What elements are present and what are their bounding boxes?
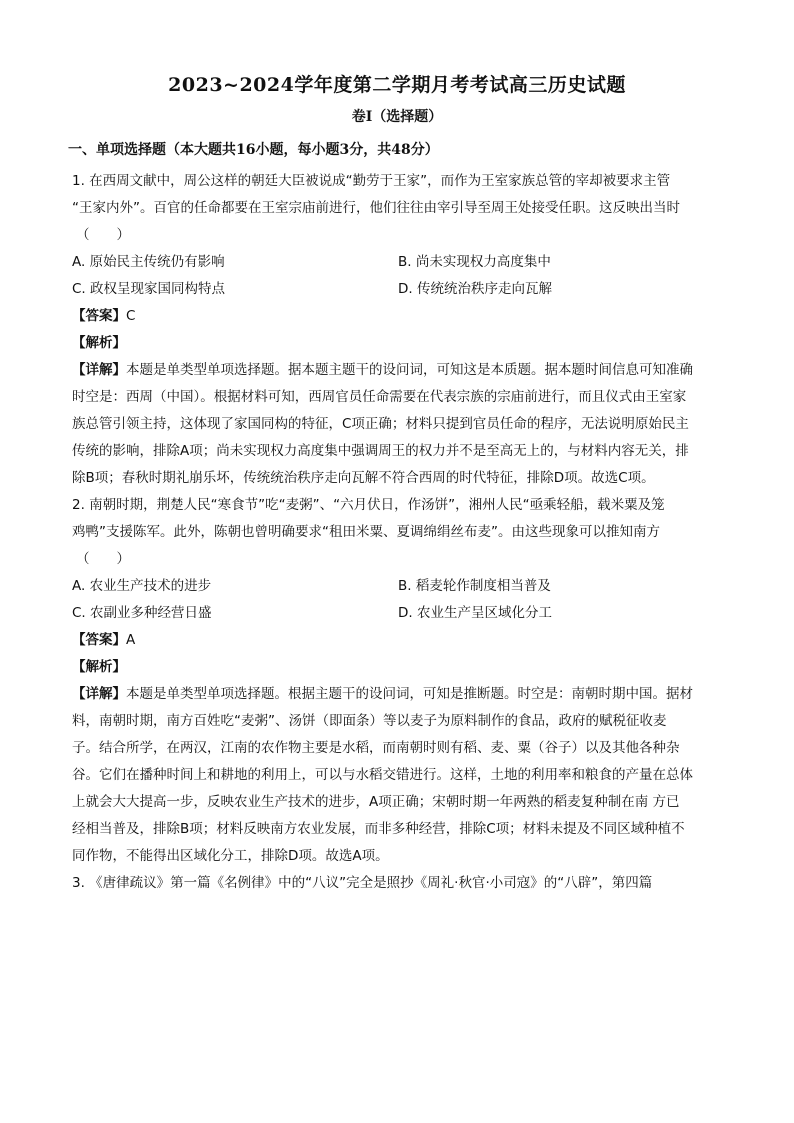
option-a: A. 农业生产技术的进步 [72, 578, 212, 594]
option-b: B. 尚未实现权力高度集中 [398, 254, 551, 270]
detail-line: 除B项；春秋时期礼崩乐坏，传统统治秩序走向瓦解不符合西周的时代特征，排除D项。故选C项。 [72, 470, 655, 486]
detail-line: 传统的影响，排除A项；尚未实现权力高度集中强调周王的权力并不是至高无上的，与材料内容无关，排 [72, 443, 689, 459]
answer-value: A [126, 632, 136, 648]
question-stem-blank: （ ） [76, 227, 130, 243]
detail-line: 时空是：西周（中国）。根据材料可知，西周官员任命需要在代表宗族的宗庙前进行，而且仪式由王室家 [72, 389, 687, 405]
exam-title: 2023~2024学年度第二学期月考考试高三历史试题 [168, 74, 626, 96]
question-stem-line: “王家内外”。百官的任命都要在王室宗庙前进行，他们往往由宰引导至周王处接受任职。这反映出当时 [72, 200, 680, 216]
option-c: C. 农副业多种经营日盛 [72, 605, 212, 621]
detail-line: 上就会大大提高一步，反映农业生产技术的进步，A项正确；宋朝时期一年两熟的稻麦复种制在南 方已 [72, 794, 680, 810]
option-d: D. 传统统治秩序走向瓦解 [398, 281, 552, 297]
detail-text: 本题是单类型单项选择题。根据主题干的设问词，可知是推断题。时空是：南朝时期中国。据材 [126, 686, 693, 702]
volume-subtitle: 卷Ⅰ（选择题） [351, 109, 443, 125]
question-stem-line: 鸡鸭”支援陈军。此外，陈朝也曾明确要求“租田米粟、夏调绵绢丝布麦”。由这些现象可以推知南方 [72, 524, 660, 540]
detail-line [72, 681, 724, 708]
answer-tag: 【答案】 [72, 632, 126, 648]
answer-line [72, 303, 724, 330]
answer-value: C [126, 308, 136, 324]
question-stem-line: 3. 《唐律疏议》第一篇《名例律》中的“八议”完全是照抄《周礼·秋官·小司寇》的“八辟”，第四篇 [72, 875, 653, 891]
question-3 [72, 870, 724, 897]
answer-line [72, 627, 724, 654]
option-c: C. 政权呈现家国同构特点 [72, 281, 226, 297]
section-heading: 一、单项选择题（本大题共16小题，每小题3分，共48分） [68, 142, 439, 158]
analysis-tag: 【解析】 [72, 335, 126, 351]
option-row [72, 600, 724, 627]
option-row [72, 573, 724, 600]
detail-line: 经相当普及，排除B项；材料反映南方农业发展，而非多种经营，排除C项；材料未提及不同区域种植不 [72, 821, 685, 837]
answer-tag: 【答案】 [72, 308, 126, 324]
question-1 [72, 168, 724, 492]
detail-line: 同作物，不能得出区域化分工，排除D项。故选A项。 [72, 848, 389, 864]
detail-line: 子。结合所学，在两汉，江南的农作物主要是水稻，而南朝时则有稻、麦、粟（谷子）以及其他各种杂 [72, 740, 680, 756]
option-b: B. 稻麦轮作制度相当普及 [398, 578, 551, 594]
detail-line: 族总管引领主持，这体现了家国同构的特征，C项正确；材料只提到官员任命的程序，无法说明原始民主 [72, 416, 689, 432]
question-stem-line: 2. 南朝时期，荆楚人民“寒食节”吃“麦粥”、“六月伏日，作汤饼”，湘州人民“亟乘轻船，载米粟及笼 [72, 497, 665, 513]
question-stem-line: 1. 在西周文献中，周公这样的朝廷大臣被说成“勤劳于王家”，而作为王室家族总管的宰却被要求主管 [72, 173, 671, 189]
detail-text: 本题是单类型单项选择题。据本题主题干的设问词，可知这是本质题。据本题时间信息可知准确 [126, 362, 693, 378]
detail-line: 料，南朝时期，南方百姓吃“麦粥”、汤饼（即面条）等以麦子为原料制作的食品，政府的赋税征收麦 [72, 713, 667, 729]
question-2 [72, 492, 724, 870]
analysis-tag: 【解析】 [72, 659, 126, 675]
option-d: D. 农业生产呈区域化分工 [398, 605, 552, 621]
question-stem-blank: （ ） [76, 551, 130, 567]
detail-line [72, 357, 724, 384]
detail-tag: 【详解】 [72, 686, 126, 702]
option-row [72, 249, 724, 276]
detail-tag: 【详解】 [72, 362, 126, 378]
detail-line: 谷。它们在播种时间上和耕地的利用上，可以与水稻交错进行。这样，土地的利用率和粮食的产量在总体 [72, 767, 693, 783]
option-row [72, 276, 724, 303]
option-a: A. 原始民主传统仍有影响 [72, 254, 225, 270]
question-list [72, 168, 724, 897]
